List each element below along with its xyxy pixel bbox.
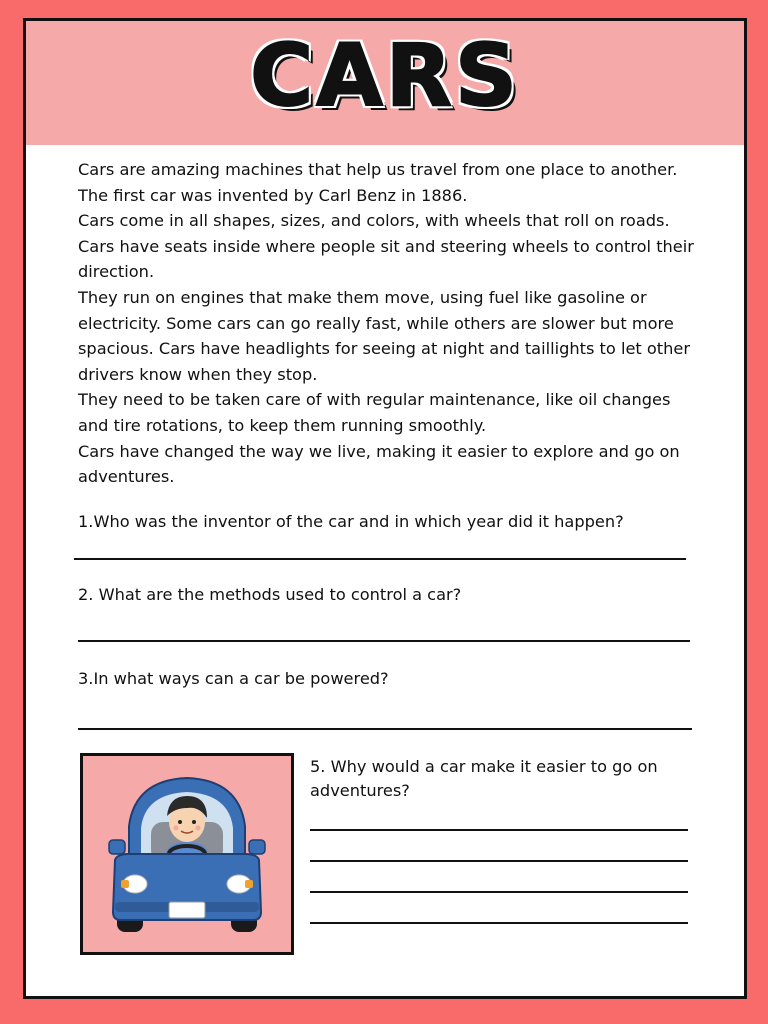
- answer-line-5a[interactable]: [310, 829, 688, 831]
- question-1: 1.Who was the inventor of the car and in which year did it happen?: [78, 512, 624, 531]
- question-3: 3.In what ways can a car be powered?: [78, 669, 389, 688]
- worksheet-title: CARS: [250, 26, 520, 126]
- worksheet-sheet: [23, 18, 747, 999]
- answer-line-1[interactable]: [74, 558, 686, 560]
- reading-passage: [78, 157, 698, 490]
- car-driver-illustration: [83, 756, 291, 952]
- question-2: 2. What are the methods used to control a car?: [78, 585, 462, 604]
- question-5: 5. Why would a car make it easier to go on adventures?: [310, 757, 658, 800]
- answer-line-5b[interactable]: [310, 860, 688, 862]
- answer-line-5d[interactable]: [310, 922, 688, 924]
- answer-line-5c[interactable]: [310, 891, 688, 893]
- answer-line-2[interactable]: [78, 640, 690, 642]
- passage-paragraph: Cars come in all shapes, sizes, and colors, with wheels that roll on roads. Cars have seats inside where people sit and steering wheels to control their direction.: [78, 211, 694, 282]
- passage-paragraph: They run on engines that make them move, using fuel like gasoline or electricity. Some cars can go really fast, while others are slower but more spacious. Cars have headlights for seeing at night and taillights to let other drivers know when they stop.: [78, 287, 691, 384]
- answer-line-3[interactable]: [78, 728, 692, 730]
- car-illustration-frame: [80, 753, 294, 955]
- passage-paragraph: Cars have changed the way we live, making it easier to explore and go on adventures.: [78, 441, 680, 487]
- passage-paragraph: Cars are amazing machines that help us travel from one place to another. The first car was invented by Carl Benz in 1886.: [78, 160, 678, 205]
- title-banner: [26, 21, 744, 145]
- passage-paragraph: They need to be taken care of with regular maintenance, like oil changes and tire rotations, to keep them running smoothly.: [78, 390, 671, 435]
